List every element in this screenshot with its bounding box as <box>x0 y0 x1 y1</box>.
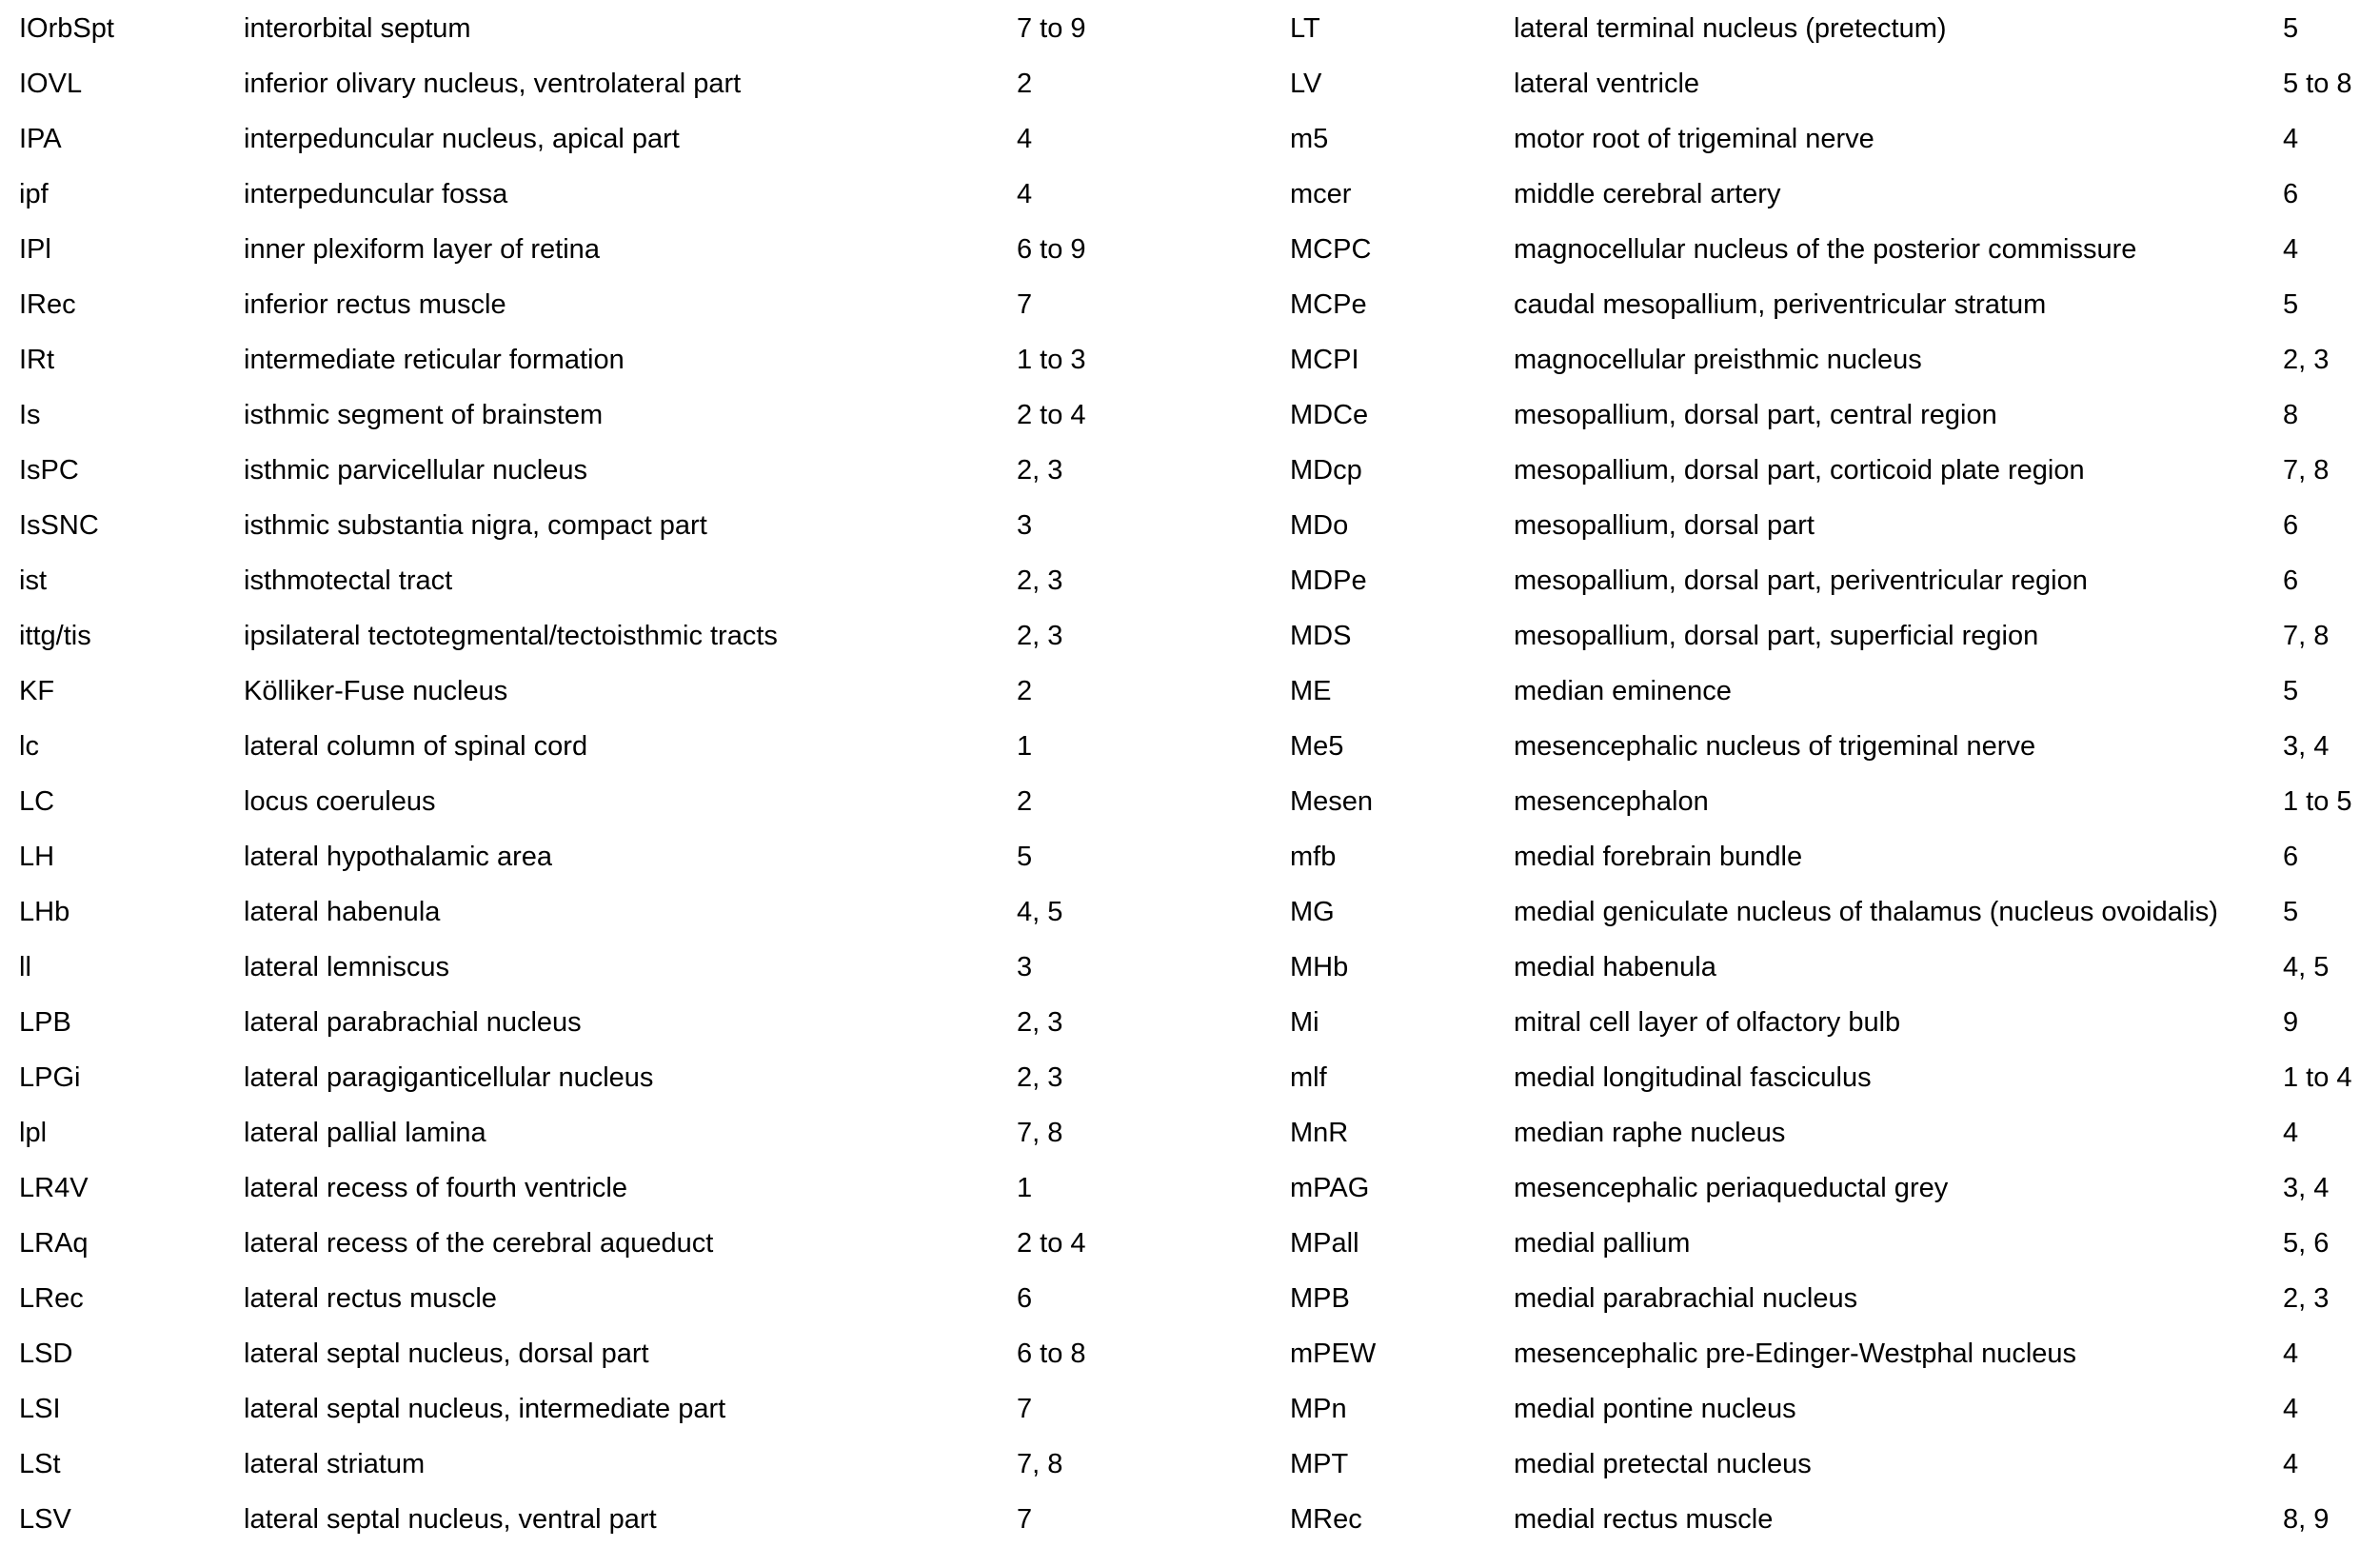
table-row <box>0 995 2380 1050</box>
page-numbers-left: 5 <box>1017 842 1033 872</box>
structure-name-left: interpeduncular nucleus, apical part <box>244 124 680 154</box>
abbreviation-left: KF <box>19 676 55 706</box>
page-numbers-left: 6 to 8 <box>1017 1339 1086 1369</box>
page-numbers-right: 5 <box>2283 13 2299 44</box>
page-numbers-left: 1 <box>1017 731 1033 762</box>
page-numbers-left: 1 <box>1017 1173 1033 1203</box>
structure-name-right: medial pretectal nucleus <box>1514 1449 1812 1479</box>
page-numbers-left: 7 <box>1017 289 1033 320</box>
abbreviation-right: MCPe <box>1290 289 1367 320</box>
table-row <box>0 56 2380 111</box>
structure-name-left: interpeduncular fossa <box>244 179 508 209</box>
table-row <box>0 222 2380 277</box>
structure-name-left: interorbital septum <box>244 13 471 44</box>
abbreviation-left: Is <box>19 400 41 430</box>
abbreviation-left: LPB <box>19 1007 71 1038</box>
structure-name-right: middle cerebral artery <box>1514 179 1781 209</box>
structure-name-left: lateral pallial lamina <box>244 1118 486 1148</box>
page-numbers-right: 3, 4 <box>2283 731 2330 762</box>
structure-name-right: median raphe nucleus <box>1514 1118 1786 1148</box>
table-row <box>0 443 2380 498</box>
page-numbers-right: 6 <box>2283 179 2299 209</box>
abbreviation-right: MPn <box>1290 1394 1347 1424</box>
abbreviation-right: ME <box>1290 676 1332 706</box>
page-numbers-right: 4 <box>2283 1118 2299 1148</box>
page-numbers-right: 4 <box>2283 1394 2299 1424</box>
abbreviation-right: mPEW <box>1290 1339 1377 1369</box>
structure-name-left: lateral septal nucleus, intermediate part <box>244 1394 726 1424</box>
structure-name-left: lateral lemniscus <box>244 952 449 982</box>
page-numbers-right: 5 <box>2283 676 2299 706</box>
table-row <box>0 1160 2380 1216</box>
abbreviation-right: mPAG <box>1290 1173 1370 1203</box>
page-numbers-left: 2 to 4 <box>1017 400 1086 430</box>
abbreviation-right: MDPe <box>1290 565 1367 596</box>
structure-name-left: lateral rectus muscle <box>244 1283 497 1314</box>
structure-name-right: medial habenula <box>1514 952 1716 982</box>
structure-name-left: isthmic parvicellular nucleus <box>244 455 588 486</box>
structure-name-right: medial pallium <box>1514 1228 1691 1259</box>
structure-name-left: ipsilateral tectotegmental/tectoisthmic tracts <box>244 621 778 651</box>
page-numbers-left: 2 <box>1017 69 1033 99</box>
page-numbers-right: 3, 4 <box>2283 1173 2330 1203</box>
abbreviation-left: IOVL <box>19 69 83 99</box>
abbreviation-left: lc <box>19 731 39 762</box>
table-row <box>0 1271 2380 1326</box>
page-numbers-right: 6 <box>2283 565 2299 596</box>
page-numbers-left: 6 <box>1017 1283 1033 1314</box>
abbreviation-left: LHb <box>19 897 70 927</box>
table-row <box>0 1492 2380 1547</box>
abbreviation-right: MPall <box>1290 1228 1359 1259</box>
structure-name-left: inferior rectus muscle <box>244 289 506 320</box>
structure-name-right: medial rectus muscle <box>1514 1504 1774 1535</box>
page-numbers-right: 6 <box>2283 842 2299 872</box>
table-row <box>0 829 2380 884</box>
abbreviation-left: lpl <box>19 1118 48 1148</box>
page-numbers-left: 7 to 9 <box>1017 13 1086 44</box>
structure-name-right: magnocellular preisthmic nucleus <box>1514 345 1922 375</box>
abbreviation-left: ll <box>19 952 31 982</box>
table-row <box>0 332 2380 387</box>
page-numbers-left: 7 <box>1017 1504 1033 1535</box>
page-numbers-right: 5 <box>2283 897 2299 927</box>
structure-name-right: mesopallium, dorsal part <box>1514 510 1815 541</box>
page-numbers-right: 4, 5 <box>2283 952 2330 982</box>
structure-name-left: lateral column of spinal cord <box>244 731 588 762</box>
abbreviation-left: IRt <box>19 345 55 375</box>
abbreviation-right: LV <box>1290 69 1322 99</box>
page-numbers-left: 4 <box>1017 179 1033 209</box>
abbreviation-right: MPB <box>1290 1283 1350 1314</box>
structure-name-right: mesencephalic periaqueductal grey <box>1514 1173 1949 1203</box>
table-row <box>0 1050 2380 1105</box>
abbreviation-left: LH <box>19 842 55 872</box>
page-numbers-right: 1 to 4 <box>2283 1062 2352 1093</box>
table-row <box>0 774 2380 829</box>
structure-name-right: median eminence <box>1514 676 1732 706</box>
page-numbers-right: 8 <box>2283 400 2299 430</box>
table-row <box>0 1437 2380 1492</box>
abbreviation-right: MDo <box>1290 510 1349 541</box>
abbreviation-right: MHb <box>1290 952 1349 982</box>
abbreviation-right: MG <box>1290 897 1335 927</box>
abbreviation-right: mcer <box>1290 179 1352 209</box>
page-numbers-left: 1 to 3 <box>1017 345 1086 375</box>
page-numbers-right: 2, 3 <box>2283 1283 2330 1314</box>
abbreviation-left: ipf <box>19 179 49 209</box>
page-numbers-left: 7 <box>1017 1394 1033 1424</box>
structure-name-left: lateral striatum <box>244 1449 426 1479</box>
table-row <box>0 719 2380 774</box>
abbreviation-left: IPA <box>19 124 62 154</box>
structure-name-right: medial forebrain bundle <box>1514 842 1803 872</box>
structure-name-right: magnocellular nucleus of the posterior commissure <box>1514 234 2137 265</box>
abbreviation-left: LSD <box>19 1339 73 1369</box>
table-row <box>0 1105 2380 1160</box>
page-numbers-left: 2, 3 <box>1017 455 1063 486</box>
structure-name-left: isthmotectal tract <box>244 565 453 596</box>
structure-name-left: inferior olivary nucleus, ventrolateral part <box>244 69 742 99</box>
table-row <box>0 277 2380 332</box>
abbreviation-right: Mi <box>1290 1007 1319 1038</box>
abbreviation-left: ist <box>19 565 47 596</box>
structure-name-right: medial pontine nucleus <box>1514 1394 1796 1424</box>
structure-name-left: lateral hypothalamic area <box>244 842 553 872</box>
structure-name-right: motor root of trigeminal nerve <box>1514 124 1874 154</box>
page-numbers-left: 4 <box>1017 124 1033 154</box>
page-numbers-left: 7, 8 <box>1017 1449 1063 1479</box>
abbreviation-left: LSt <box>19 1449 61 1479</box>
abbreviation-right: Mesen <box>1290 786 1374 817</box>
page-numbers-right: 4 <box>2283 124 2299 154</box>
table-row <box>0 553 2380 608</box>
abbreviation-right: MDCe <box>1290 400 1369 430</box>
structure-name-left: Kölliker-Fuse nucleus <box>244 676 508 706</box>
table-row <box>0 664 2380 719</box>
structure-name-right: caudal mesopallium, periventricular stratum <box>1514 289 2047 320</box>
page-numbers-right: 4 <box>2283 1339 2299 1369</box>
abbreviation-left: ittg/tis <box>19 621 91 651</box>
structure-name-right: medial geniculate nucleus of thalamus (nucleus ovoidalis) <box>1514 897 2218 927</box>
page-numbers-right: 2, 3 <box>2283 345 2330 375</box>
table-row <box>0 498 2380 553</box>
structure-name-left: lateral habenula <box>244 897 441 927</box>
page-numbers-right: 4 <box>2283 234 2299 265</box>
abbreviation-right: m5 <box>1290 124 1329 154</box>
table-row <box>0 884 2380 940</box>
page-numbers-right: 4 <box>2283 1449 2299 1479</box>
abbreviation-left: LSV <box>19 1504 71 1535</box>
abbreviation-right: Me5 <box>1290 731 1344 762</box>
abbreviation-right: MRec <box>1290 1504 1362 1535</box>
structure-name-right: medial parabrachial nucleus <box>1514 1283 1858 1314</box>
structure-name-right: mesencephalic nucleus of trigeminal nerve <box>1514 731 2036 762</box>
table-row <box>0 167 2380 222</box>
page-numbers-right: 7, 8 <box>2283 455 2330 486</box>
structure-name-right: mesencephalic pre-Edinger-Westphal nucleus <box>1514 1339 2077 1369</box>
page-numbers-left: 2, 3 <box>1017 1007 1063 1038</box>
table-row <box>0 1326 2380 1381</box>
page-numbers-left: 6 to 9 <box>1017 234 1086 265</box>
structure-name-left: isthmic substantia nigra, compact part <box>244 510 707 541</box>
table-row <box>0 1 2380 56</box>
page-numbers-left: 2, 3 <box>1017 621 1063 651</box>
table-row <box>0 608 2380 664</box>
abbreviation-left: IPl <box>19 234 51 265</box>
structure-name-left: intermediate reticular formation <box>244 345 625 375</box>
page-numbers-left: 2, 3 <box>1017 1062 1063 1093</box>
table-row <box>0 1381 2380 1437</box>
structure-name-left: lateral septal nucleus, dorsal part <box>244 1339 649 1369</box>
abbreviation-left: IsPC <box>19 455 79 486</box>
structure-name-left: lateral parabrachial nucleus <box>244 1007 582 1038</box>
abbreviation-right: MCPI <box>1290 345 1359 375</box>
page-numbers-left: 2 <box>1017 676 1033 706</box>
page-numbers-right: 9 <box>2283 1007 2299 1038</box>
page-numbers-left: 2 <box>1017 786 1033 817</box>
abbreviation-right: MDcp <box>1290 455 1362 486</box>
abbreviation-left: LC <box>19 786 55 817</box>
abbreviation-right: MDS <box>1290 621 1352 651</box>
page-numbers-right: 6 <box>2283 510 2299 541</box>
abbreviation-right: MPT <box>1290 1449 1349 1479</box>
page-numbers-right: 1 to 5 <box>2283 786 2352 817</box>
structure-name-left: lateral septal nucleus, ventral part <box>244 1504 657 1535</box>
abbreviation-left: LRAq <box>19 1228 89 1259</box>
structure-name-right: mesencephalon <box>1514 786 1709 817</box>
page-numbers-left: 3 <box>1017 510 1033 541</box>
structure-name-right: mesopallium, dorsal part, corticoid plate region <box>1514 455 2085 486</box>
abbreviation-left: LPGi <box>19 1062 81 1093</box>
structure-name-left: lateral recess of the cerebral aqueduct <box>244 1228 714 1259</box>
page-numbers-right: 8, 9 <box>2283 1504 2330 1535</box>
page-numbers-left: 2 to 4 <box>1017 1228 1086 1259</box>
page-numbers-right: 7, 8 <box>2283 621 2330 651</box>
table-row <box>0 111 2380 167</box>
abbreviation-right: MnR <box>1290 1118 1349 1148</box>
abbreviation-right: MCPC <box>1290 234 1372 265</box>
structure-name-right: mitral cell layer of olfactory bulb <box>1514 1007 1901 1038</box>
structure-name-left: lateral recess of fourth ventricle <box>244 1173 627 1203</box>
structure-name-left: isthmic segment of brainstem <box>244 400 604 430</box>
abbreviation-left: LRec <box>19 1283 84 1314</box>
table-row <box>0 940 2380 995</box>
abbreviation-left: LR4V <box>19 1173 89 1203</box>
structure-name-right: mesopallium, dorsal part, superficial region <box>1514 621 2039 651</box>
table-row <box>0 387 2380 443</box>
page-numbers-left: 2, 3 <box>1017 565 1063 596</box>
abbreviation-left: LSI <box>19 1394 61 1424</box>
table-row <box>0 1216 2380 1271</box>
page-numbers-left: 3 <box>1017 952 1033 982</box>
abbreviation-right: LT <box>1290 13 1320 44</box>
abbreviation-right: mfb <box>1290 842 1337 872</box>
page-numbers-right: 5 to 8 <box>2283 69 2352 99</box>
structure-name-left: lateral paragiganticellular nucleus <box>244 1062 654 1093</box>
structure-name-right: medial longitudinal fasciculus <box>1514 1062 1872 1093</box>
structure-name-right: lateral terminal nucleus (pretectum) <box>1514 13 1947 44</box>
abbreviation-right: mlf <box>1290 1062 1327 1093</box>
structure-name-right: lateral ventricle <box>1514 69 1700 99</box>
abbreviation-left: IOrbSpt <box>19 13 114 44</box>
structure-name-right: mesopallium, dorsal part, central region <box>1514 400 1997 430</box>
page-numbers-left: 7, 8 <box>1017 1118 1063 1148</box>
structure-name-left: inner plexiform layer of retina <box>244 234 600 265</box>
structure-name-left: locus coeruleus <box>244 786 436 817</box>
page-numbers-right: 5, 6 <box>2283 1228 2330 1259</box>
page-numbers-left: 4, 5 <box>1017 897 1063 927</box>
abbreviation-left: IRec <box>19 289 76 320</box>
page-numbers-right: 5 <box>2283 289 2299 320</box>
abbreviation-left: IsSNC <box>19 510 99 541</box>
structure-name-right: mesopallium, dorsal part, periventricular region <box>1514 565 2088 596</box>
